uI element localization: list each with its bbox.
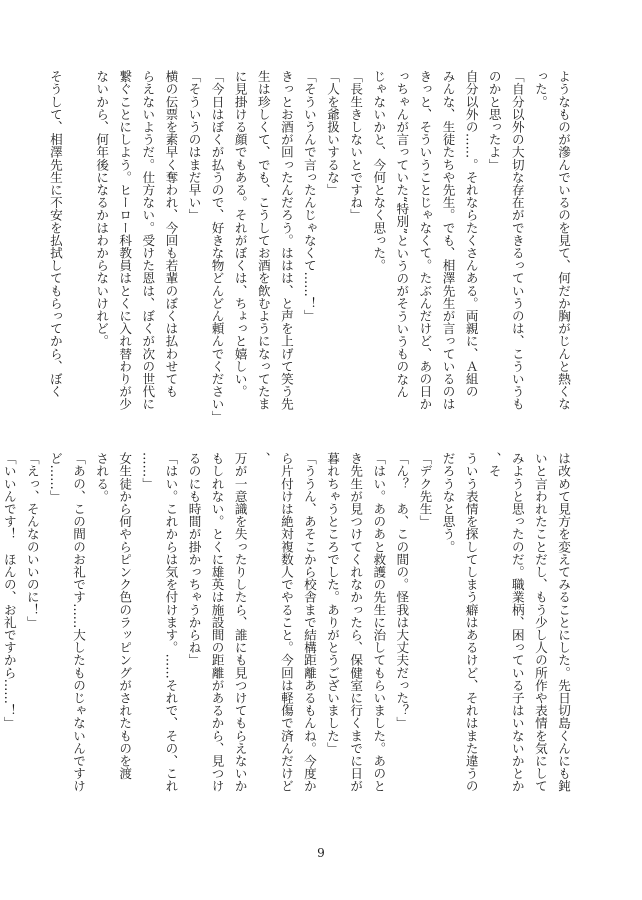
text-line: みようと思ったのだ。職業柄、困っている子はいないかとか、そ [486,452,525,793]
text-line: 「はい。これからは気を付けます。……それで、その、これ [163,452,179,793]
text-line: ……」 [140,452,156,490]
text-line: は改めて見方を変えてみることにした。先日切島くんにも鈍 [556,452,571,793]
text-line: 「えっ、そんなのいいのに！」 [24,452,40,629]
text-line: そうして、相澤先生に不安を払拭してもらってから、ぼく [47,70,63,398]
text-line: 「そういうんで言ったんじゃなくて……！」 [301,70,317,322]
text-line: 「デク先生」 [417,452,433,528]
text-line: きっとお酒が回ったんだろう。ははは、と声を上げて笑う先 [278,70,294,411]
text-line: らえないようだ。仕方ない。受けた恩は、ぼくが次の世代に [140,70,156,411]
text-line: 万が一意識を失ったりしたら、誰にも見つけてもらえないか [232,452,248,793]
text-line: ら片付けは絶対複数人でやること。今回は軽傷で済んだけど、 [255,452,294,793]
text-line: 「そういうのはまだ早い」 [186,70,202,222]
text-line: 「ん？ あ、この間の。怪我は大丈夫だった？」 [394,452,410,730]
text-line: ど……」 [47,452,63,503]
text-line: 横の伝票を素早く奪われ、今回も若輩のぼくは払わせても [163,70,179,398]
text-line: っちゃんが言っていた“特別”というのがそういうものなん [394,70,410,398]
text-line: みんな、生徒たちや先生。でも、相澤先生が言っているのは [440,70,456,411]
text-line: きっと、そういうことじゃなくて。たぶんだけど、あの日か [417,70,433,411]
text-line: 女生徒から何やらピンク色のラッピングがされたものを渡 [117,452,133,780]
blank-line [67,70,90,432]
text-line: 「いいんです！ ほんの、お礼ですから……！」 [1,452,17,730]
text-line: き先生が見つけてくれなかったら、保健室に行くまでに日が [348,452,364,793]
text-line: ようなものが滲んでいるのを見て、何だか胸がじんと熱くな [556,70,571,411]
text-line: ないから、何年後になるかはわからないけれど。 [94,70,110,348]
text-line: 生は珍しくて、でも、こうしてお酒を飲むようになってたま [255,70,271,411]
text-line: ういう表情を探してしまう癖はあるけど、それはまた違うの [463,452,479,793]
text-line: もしれない。とくに雄英は施設間の距離があるから、見つけ [209,452,225,793]
text-line: 自分以外の……。それならたくさんある。両親に、Ａ組の [463,70,479,398]
text-line: 「人を爺扱いするな」 [325,70,341,196]
text-line: 暮れちゃうところでした。ありがとうございました」 [325,452,341,755]
text-line: 「長生きしないとですね」 [348,70,364,222]
text-line: いと言われたことだし、もう少し人の所作や表情を気にして [532,452,548,793]
upper-text-block [47,70,575,432]
text-line: るのにも時間が掛かっちゃうからね」 [186,452,202,667]
text-line: のかと思ったよ」 [486,70,502,171]
text-line: った。 [532,70,548,108]
text-line: だろうなと思う。 [440,452,456,553]
text-line: 「今日はぼくが払うので、好きな物どんどん頼んでください」 [209,70,225,423]
lower-text-block [1,452,575,802]
text-line: に見掛ける顔でもある。それがぼくは、ちょっと嬉しい。 [232,70,248,398]
text-line: 「あの、この間のお礼です……大したものじゃないんですけ [71,452,87,793]
text-line: される。 [94,452,110,503]
text-line: 「ううん、あそこから校舎まで結構距離あるもんね。今度か [301,452,317,793]
text-line: 「自分以外の大切な存在ができるっていうのは、こういうも [509,70,525,411]
text-line: 繋ぐことにしよう。ヒーロー科教員はとくに入れ替わりが少 [117,70,133,411]
text-line: 「はい。あのあと救護の先生に治してもらいました。あのと [371,452,387,793]
page-number: 9 [317,846,325,860]
text-line: じゃないかと、今何となく思った。 [371,70,387,272]
